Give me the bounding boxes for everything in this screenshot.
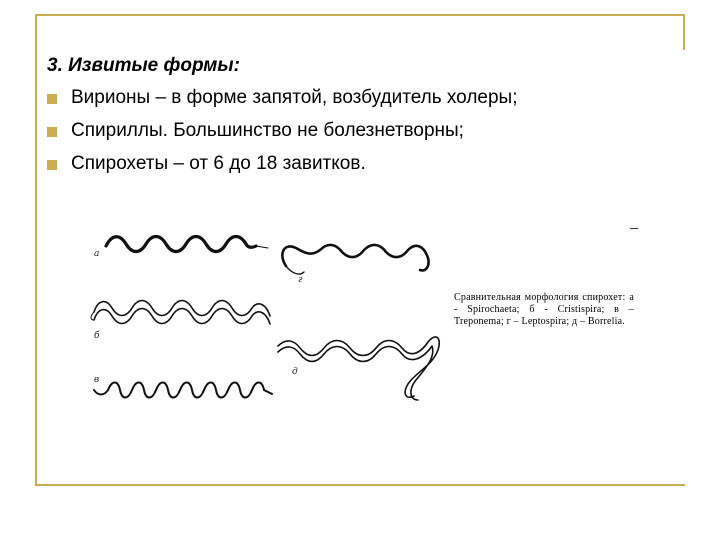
slide-heading: 3. Извитые формы:: [47, 55, 240, 76]
figure-caption: Сравнительная морфология спирохет: а - Spirochaeta; б - Cristispira; в – Treponema; г – Leptospira; д – Borrelia.: [454, 292, 634, 327]
bullet-text: Спирохеты – от 6 до 18 завитков.: [71, 153, 366, 174]
spirochaeta-drawing: [106, 237, 256, 252]
bullet-list: [47, 86, 517, 185]
figure-corner-mark: [630, 228, 638, 229]
bullet-square-icon: [47, 160, 57, 170]
treponema-drawing: [94, 383, 272, 398]
label-a: а: [94, 249, 100, 259]
leptospira-drawing: [282, 245, 428, 270]
spirochete-illustration: [80, 220, 460, 420]
frame-right-line: [683, 14, 685, 50]
label-b: б: [94, 331, 100, 341]
borrelia-drawing: [278, 337, 439, 397]
bullet-item: [47, 119, 517, 152]
bullet-item: [47, 152, 517, 185]
label-d: д: [292, 367, 298, 377]
label-v: в: [94, 375, 100, 385]
frame-left-line: [35, 14, 37, 484]
frame-top-line: [35, 14, 685, 16]
bullet-item: [47, 86, 517, 119]
bullet-text: Вирионы – в форме запятой, возбудитель холеры;: [71, 87, 518, 108]
bullet-square-icon: [47, 94, 57, 104]
label-g: г: [298, 275, 303, 285]
frame-bottom-line: [35, 484, 685, 486]
bullet-square-icon: [47, 127, 57, 137]
bullet-text: Спириллы. Большинство не болезнетворны;: [71, 120, 464, 141]
